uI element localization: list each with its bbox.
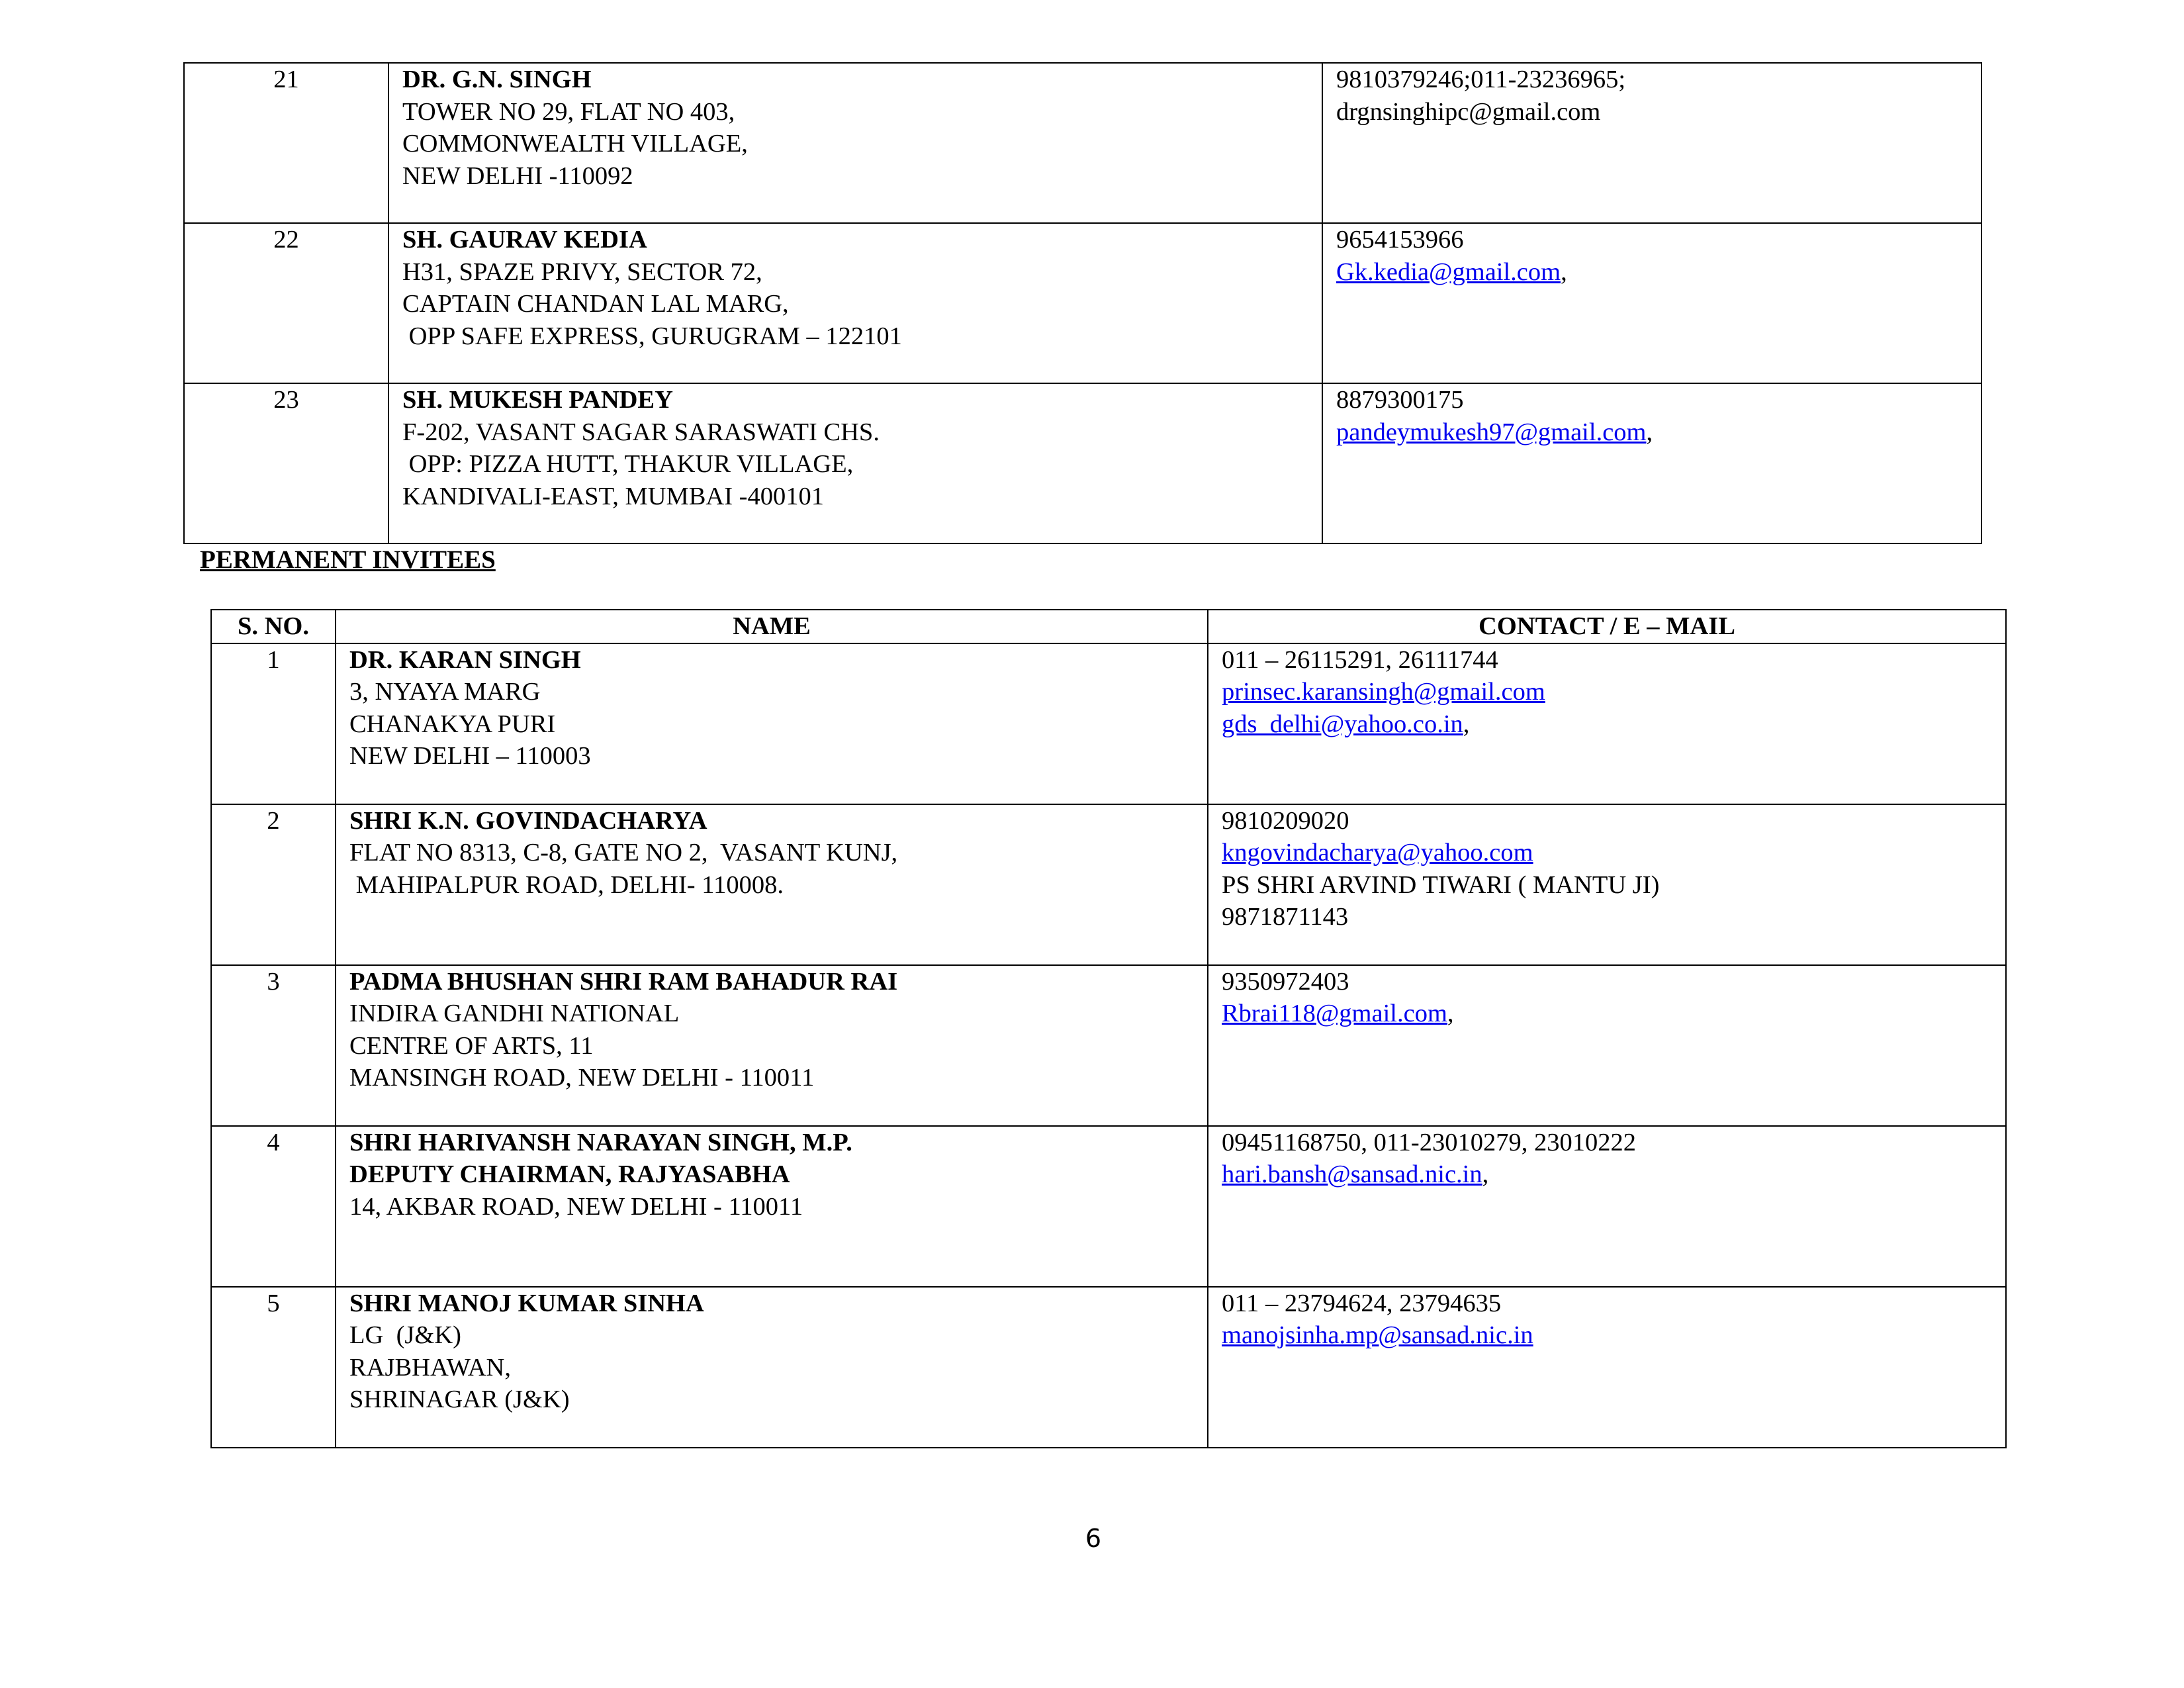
phone-number: 09451168750, 011-23010279, 23010222 <box>1222 1128 1636 1156</box>
email-link[interactable]: Rbrai118@gmail.com <box>1222 1000 1447 1027</box>
section-heading: PERMANENT INVITEES <box>200 545 496 574</box>
address-line: INDIRA GANDHI NATIONAL <box>349 1000 680 1027</box>
address-line: CHANAKYA PURI <box>349 710 556 738</box>
invitee-name: SHRI MANOJ KUMAR SINHA <box>349 1289 704 1317</box>
serial-number: 3 <box>211 965 336 1126</box>
invitees-table <box>210 609 2007 1448</box>
serial-number: 1 <box>211 643 336 804</box>
serial-number: 21 <box>184 63 388 223</box>
invitee-name-address-cell <box>336 1126 1208 1287</box>
email-line <box>1222 998 1992 1030</box>
address-line: MAHIPALPUR ROAD, DELHI- 110008. <box>349 870 784 899</box>
email-suffix: , <box>1561 258 1567 286</box>
serial-number: 23 <box>184 383 388 543</box>
column-header-name: NAME <box>336 610 1208 643</box>
email-link[interactable]: kngovindacharya@yahoo.com <box>1222 839 1533 867</box>
address-line: OPP SAFE EXPRESS, GURUGRAM – 122101 <box>402 322 902 350</box>
invitee-name-address-cell <box>336 965 1208 1126</box>
table-row <box>211 1287 2006 1448</box>
address-line: COMMONWEALTH VILLAGE, <box>402 130 748 158</box>
email-link[interactable]: pandeymukesh97@gmail.com <box>1336 418 1647 446</box>
serial-number: 2 <box>211 804 336 965</box>
contact-cell <box>1208 1287 2006 1448</box>
phone-number: 9350972403 <box>1222 967 1349 996</box>
invitee-name-address-cell <box>336 1287 1208 1448</box>
address-line: KANDIVALI-EAST, MUMBAI -400101 <box>402 482 824 510</box>
table-row <box>211 965 2006 1126</box>
contact-cell <box>1208 804 2006 965</box>
member-name-address-cell <box>388 383 1322 543</box>
member-name-address-cell <box>388 63 1322 223</box>
address-line: 14, AKBAR ROAD, NEW DELHI - 110011 <box>349 1192 803 1221</box>
ps-phone-number: 9871871143 <box>1222 903 1349 931</box>
email-line <box>1336 416 1968 449</box>
ps-contact-line: PS SHRI ARVIND TIWARI ( MANTU JI) <box>1222 870 1660 899</box>
address-line: FLAT NO 8313, C-8, GATE NO 2, VASANT KUNJ, <box>349 839 898 867</box>
table-row <box>211 804 2006 965</box>
column-header-sno: S. NO. <box>211 610 336 643</box>
email-line <box>1336 256 1968 289</box>
email-line <box>1222 1319 1992 1352</box>
table-row <box>211 643 2006 804</box>
address-line: F-202, VASANT SAGAR SARASWATI CHS. <box>402 418 880 446</box>
contact-cell <box>1208 965 2006 1126</box>
phone-number: 9810379246;011-23236965; <box>1336 66 1626 93</box>
page-number: 6 <box>1085 1524 1102 1553</box>
contact-cell <box>1208 1126 2006 1287</box>
invitee-name-address-cell <box>336 643 1208 804</box>
address-line: TOWER NO 29, FLAT NO 403, <box>402 97 735 126</box>
address-line: CAPTAIN CHANDAN LAL MARG, <box>402 290 789 318</box>
email-line <box>1222 837 1992 869</box>
invitee-name: DR. KARAN SINGH <box>349 645 581 674</box>
email-line <box>1222 1158 1992 1191</box>
contact-cell <box>1322 383 1981 543</box>
address-line: SHRINAGAR (J&K) <box>349 1385 570 1413</box>
table-header-row <box>211 610 2006 643</box>
address-line: CENTRE OF ARTS, 11 <box>349 1031 594 1060</box>
member-name: DR. G.N. SINGH <box>402 66 592 93</box>
address-line: NEW DELHI -110092 <box>402 162 633 190</box>
email-link[interactable]: gds_delhi@yahoo.co.in <box>1222 710 1463 738</box>
serial-number: 5 <box>211 1287 336 1448</box>
email-suffix: , <box>1482 1160 1489 1188</box>
address-line: MANSINGH ROAD, NEW DELHI - 110011 <box>349 1064 815 1092</box>
address-line: H31, SPAZE PRIVY, SECTOR 72, <box>402 258 762 286</box>
phone-number: 9810209020 <box>1222 806 1349 835</box>
invitee-name: SHRI HARIVANSH NARAYAN SINGH, M.P. <box>349 1128 852 1156</box>
invitee-name: SHRI K.N. GOVINDACHARYA <box>349 806 707 835</box>
address-line: 3, NYAYA MARG <box>349 678 541 706</box>
table-row <box>184 223 1981 383</box>
email-suffix: , <box>1463 710 1470 738</box>
address-line: OPP: PIZZA HUTT, THAKUR VILLAGE, <box>402 450 854 478</box>
email-text: drgnsinghipc@gmail.com <box>1336 97 1601 126</box>
members-table <box>183 62 1982 544</box>
phone-number: 9654153966 <box>1336 226 1464 254</box>
member-name: SH. MUKESH PANDEY <box>402 386 673 414</box>
email-link[interactable]: prinsec.karansingh@gmail.com <box>1222 678 1545 706</box>
address-line: RAJBHAWAN, <box>349 1353 511 1382</box>
email-suffix: , <box>1646 418 1653 446</box>
email-line <box>1222 708 1992 741</box>
member-name-address-cell <box>388 223 1322 383</box>
invitee-designation: DEPUTY CHAIRMAN, RAJYASABHA <box>349 1160 790 1188</box>
address-line: LG (J&K) <box>349 1321 461 1349</box>
contact-cell <box>1322 63 1981 223</box>
phone-number: 011 – 23794624, 23794635 <box>1222 1289 1502 1317</box>
email-link[interactable]: hari.bansh@sansad.nic.in <box>1222 1160 1482 1188</box>
invitee-name-address-cell <box>336 804 1208 965</box>
contact-cell <box>1208 643 2006 804</box>
address-line: NEW DELHI – 110003 <box>349 742 591 770</box>
table-row <box>184 383 1981 543</box>
table-row <box>211 1126 2006 1287</box>
email-line <box>1222 676 1992 708</box>
phone-number: 8879300175 <box>1336 386 1464 414</box>
table-row <box>184 63 1981 223</box>
serial-number: 22 <box>184 223 388 383</box>
member-name: SH. GAURAV KEDIA <box>402 226 647 254</box>
column-header-contact: CONTACT / E – MAIL <box>1208 610 2006 643</box>
email-link[interactable]: manojsinha.mp@sansad.nic.in <box>1222 1321 1533 1349</box>
invitee-name: PADMA BHUSHAN SHRI RAM BAHADUR RAI <box>349 967 898 996</box>
phone-number: 011 – 26115291, 26111744 <box>1222 645 1498 674</box>
email-suffix: , <box>1447 1000 1454 1027</box>
contact-cell <box>1322 223 1981 383</box>
email-link[interactable]: Gk.kedia@gmail.com <box>1336 258 1561 286</box>
serial-number: 4 <box>211 1126 336 1287</box>
